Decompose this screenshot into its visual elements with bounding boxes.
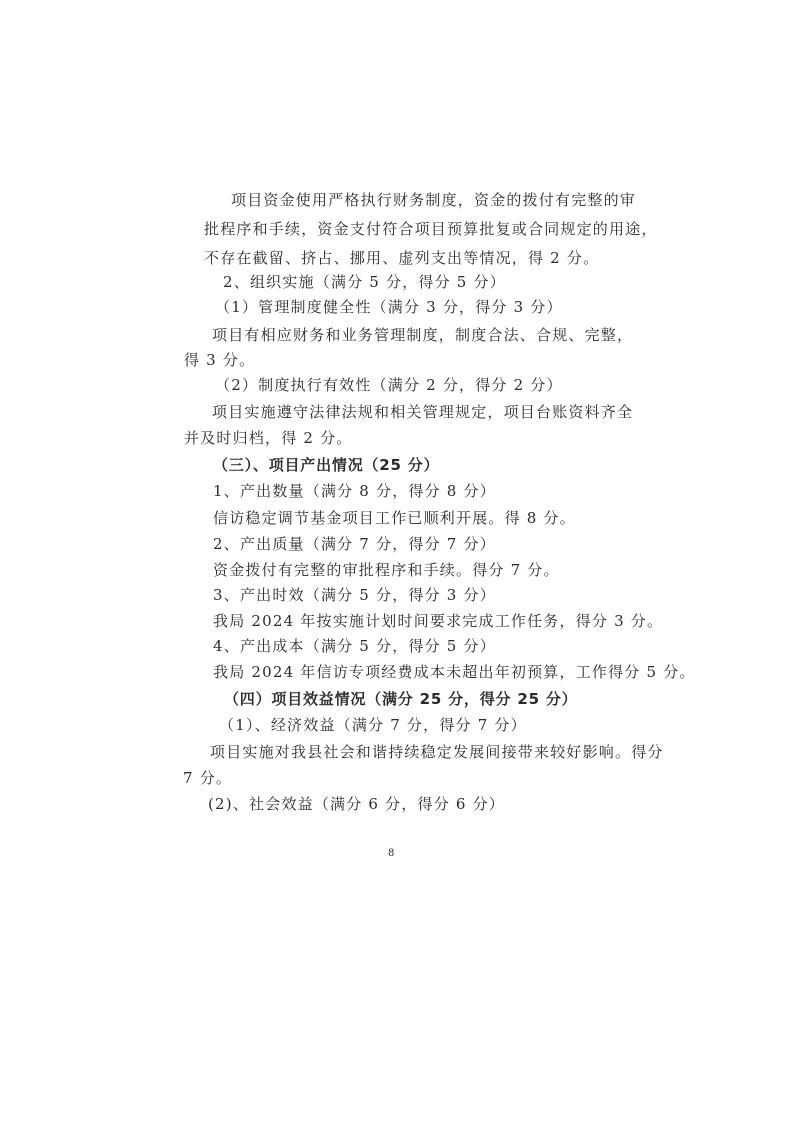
paragraph-line: 资金拨付有完整的审批程序和手续。得分 7 分。 [213,561,560,579]
section-heading: 2、组织实施（满分 5 分，得分 5 分） [223,273,506,291]
page-number: 8 [388,848,395,859]
section-heading: 1、产出数量（满分 8 分，得分 8 分） [213,482,496,500]
paragraph-line: 批程序和手续，资金支付符合项目预算批复或合同规定的用途， [204,220,658,238]
paragraph-line: 项目有相应财务和业务管理制度，制度合法、合规、完整， [212,326,634,344]
paragraph-line: 我局 2024 年按实施计划时间要求完成工作任务，得分 3 分。 [213,612,664,630]
paragraph-line: 项目实施对我县社会和谐持续稳定发展间接带来较好影响。得分 [210,743,664,761]
section-heading: （四）项目效益情况（满分 25 分，得分 25 分） [224,690,578,708]
section-heading: 2、产出质量（满分 7 分，得分 7 分） [213,535,496,553]
paragraph-line: 项目资金使用严格执行财务制度，资金的拨付有完整的审 [231,191,637,209]
paragraph-line: 7 分。 [183,769,233,787]
paragraph-line: 得 3 分。 [184,351,256,369]
paragraph-line: 并及时归档，得 2 分。 [184,429,353,447]
paragraph-line: 我局 2024 年信访专项经费成本未超出年初预算，工作得分 5 分。 [213,663,696,681]
subsection-heading: (2)、社会效益（满分 6 分，得分 6 分） [208,795,506,813]
paragraph-line: 信访稳定调节基金项目工作已顺利开展。得 8 分。 [213,509,576,527]
subsection-heading: （1）、经济效益（满分 7 分，得分 7 分） [219,716,527,734]
section-heading: （三）、项目产出情况（25 分） [213,456,440,474]
subsection-heading: （1）管理制度健全性（满分 3 分，得分 3 分） [215,298,563,316]
subsection-heading: （2）制度执行有效性（满分 2 分，得分 2 分） [215,376,563,394]
paragraph-line: 项目实施遵守法律法规和相关管理规定，项目台账资料齐全 [212,403,634,421]
section-heading: 3、产出时效（满分 5 分，得分 3 分） [213,586,496,604]
paragraph-line: 不存在截留、挤占、挪用、虚列支出等情况，得 2 分。 [204,249,600,267]
section-heading: 4、产出成本（满分 5 分，得分 5 分） [213,637,496,655]
